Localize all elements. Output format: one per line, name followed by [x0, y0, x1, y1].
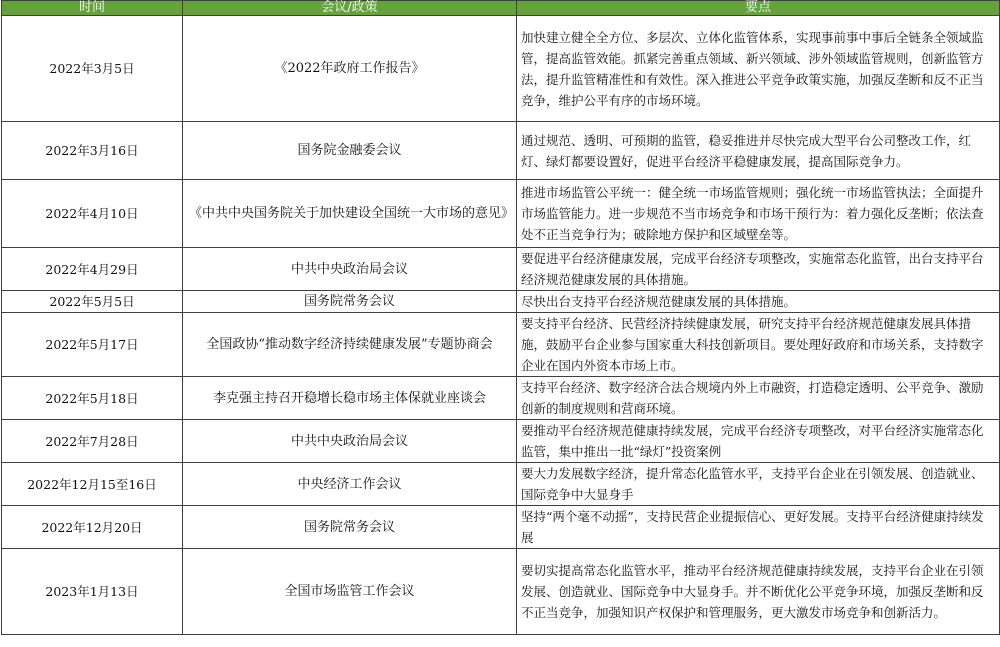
header-meeting: 会议/政策 [183, 1, 517, 16]
row-points: 尽快出台支持平台经济规范健康发展的具体措施。 [517, 291, 1000, 313]
row-date: 2022年7月28日 [2, 420, 183, 463]
table-row [2, 377, 1000, 420]
policy-table [1, 0, 1000, 635]
row-meeting: 全国政协“推动数字经济持续健康发展”专题协商会 [183, 313, 517, 377]
row-meeting: 《2022年政府工作报告》 [183, 16, 517, 122]
row-date: 2022年12月15至16日 [2, 463, 183, 506]
row-date: 2022年4月29日 [2, 248, 183, 291]
table-row [2, 506, 1000, 549]
header-date: 时间 [2, 1, 183, 16]
row-meeting: 全国市场监管工作会议 [183, 549, 517, 635]
row-meeting: 李克强主持召开稳增长稳市场主体保就业座谈会 [183, 377, 517, 420]
row-date: 2022年3月16日 [2, 122, 183, 180]
table-row [2, 463, 1000, 506]
row-date: 2023年1月13日 [2, 549, 183, 635]
row-points: 通过规范、透明、可预期的监管，稳妥推进并尽快完成大型平台公司整改工作，红灯、绿灯都要设置好，促进平台经济平稳健康发展，提高国际竞争力。 [517, 122, 1000, 180]
row-points: 推进市场监管公平统一：健全统一市场监管规则；强化统一市场监管执法；全面提升市场监管能力。进一步规范不当市场竞争和市场干预行为：着力强化反垄断；依法查处不正当竞争行为；破除地方保护和区域壁垒等。 [517, 180, 1000, 248]
row-points: 要切实提高常态化监管水平，推动平台经济规范健康持续发展，支持平台企业在引领发展、创造就业、国际竞争中大显身手。并不断优化公平竞争环境，加强反垄断和反不正当竞争，加强知识产权保护和管理服务，更大激发市场竞争和创新活力。 [517, 549, 1000, 635]
table-row [2, 122, 1000, 180]
row-meeting: 中共中央政治局会议 [183, 420, 517, 463]
row-date: 2022年4月10日 [2, 180, 183, 248]
row-date: 2022年3月5日 [2, 16, 183, 122]
row-points: 加快建立健全全方位、多层次、立体化监管体系，实现事前事中事后全链条全领域监管，提高监管效能。抓紧完善重点领域、新兴领域、涉外领域监管规则，创新监管方法，提升监管精准性和有效性。深入推进公平竞争政策实施，加强反垄断和反不正当竞争，维护公平有序的市场环境。 [517, 16, 1000, 122]
table-row [2, 180, 1000, 248]
row-meeting: 中央经济工作会议 [183, 463, 517, 506]
row-date: 2022年12月20日 [2, 506, 183, 549]
row-date: 2022年5月18日 [2, 377, 183, 420]
row-points: 要支持平台经济、民营经济持续健康发展，研究支持平台经济规范健康发展具体措施，鼓励平台企业参与国家重大科技创新项目。要处理好政府和市场关系，支持数字企业在国内外资本市场上市。 [517, 313, 1000, 377]
row-meeting: 国务院常务会议 [183, 506, 517, 549]
row-meeting: 国务院常务会议 [183, 291, 517, 313]
table-row [2, 549, 1000, 635]
row-meeting: 国务院金融委会议 [183, 122, 517, 180]
header-points: 要点 [517, 1, 1000, 16]
table-row [2, 16, 1000, 122]
row-meeting: 《中共中央国务院关于加快建设全国统一大市场的意见》 [183, 180, 517, 248]
row-points: 要促进平台经济健康发展，完成平台经济专项整改，实施常态化监管，出台支持平台经济规范健康发展的具体措施。 [517, 248, 1000, 291]
row-points: 坚持“两个毫不动摇”，支持民营企业提振信心、更好发展。支持平台经济健康持续发展 [517, 506, 1000, 549]
row-meeting: 中共中央政治局会议 [183, 248, 517, 291]
row-points: 支持平台经济、数字经济合法合规境内外上市融资，打造稳定透明、公平竞争、激励创新的制度规则和营商环境。 [517, 377, 1000, 420]
table-row [2, 313, 1000, 377]
table-row [2, 420, 1000, 463]
table-row [2, 291, 1000, 313]
row-date: 2022年5月17日 [2, 313, 183, 377]
table-row [2, 248, 1000, 291]
table-header-row [2, 1, 1000, 16]
row-points: 要大力发展数字经济，提升常态化监管水平，支持平台企业在引领发展、创造就业、国际竞争中大显身手 [517, 463, 1000, 506]
row-points: 要推动平台经济规范健康持续发展，完成平台经济专项整改，对平台经济实施常态化监管，集中推出一批“绿灯”投资案例 [517, 420, 1000, 463]
row-date: 2022年5月5日 [2, 291, 183, 313]
